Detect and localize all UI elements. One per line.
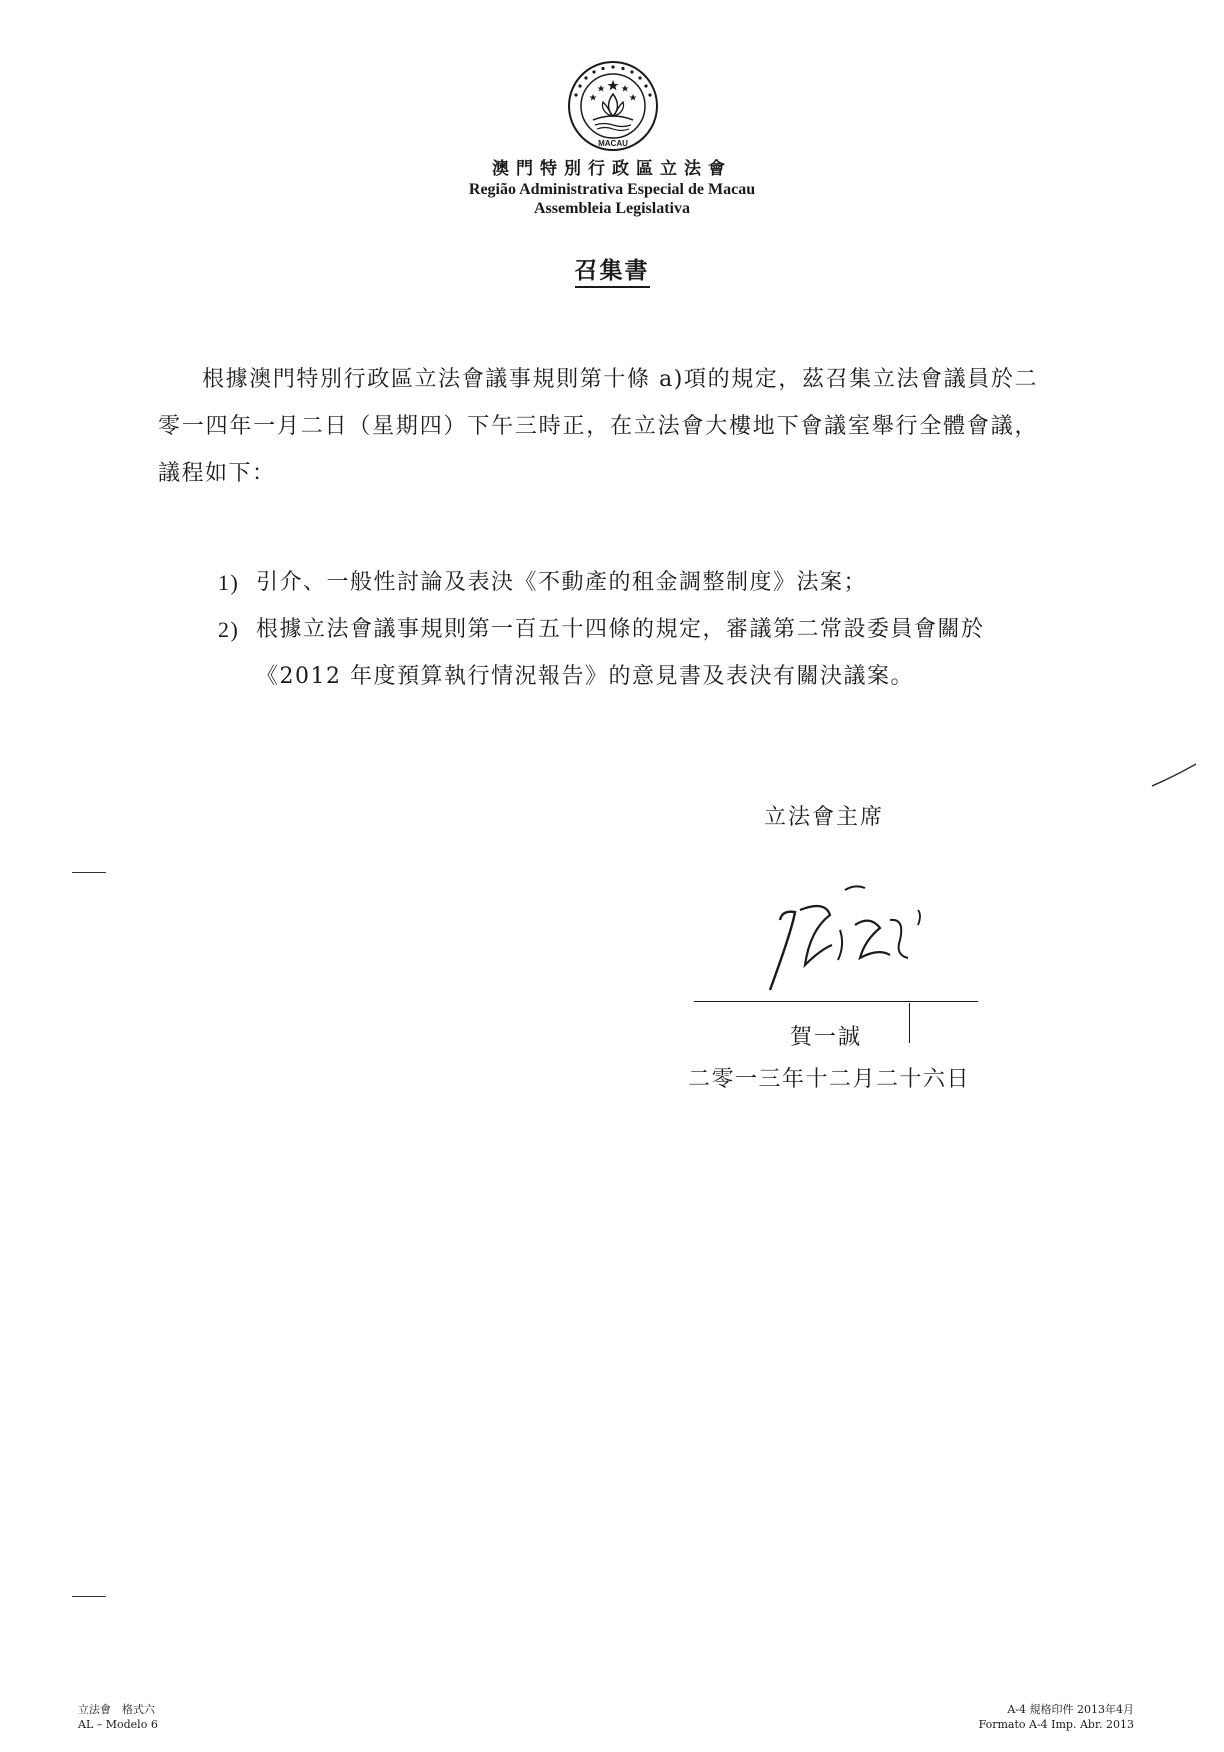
signatory-title: 立法會主席 [764,805,885,830]
signature-line [694,1001,978,1002]
footer-print-info [979,1702,1134,1732]
handwritten-signature-icon [740,870,980,1010]
agenda-item-text: 根據立法會議事規則第一百五十四條的規定，審議第二常設委員會關於《2012 年度預算執行情況報告》的意見書及表決有關決議案。 [256,617,985,689]
agenda-item [218,559,1048,606]
agenda-list [218,559,1048,700]
scan-artifact-icon [1150,760,1200,790]
signature-mark [909,1003,910,1043]
footer-print-pt: Formato A-4 Imp. Abr. 2013 [978,1718,1134,1731]
document-title [0,252,1224,285]
agenda-item [218,606,1048,700]
institution-subname-pt: Assembleia Legislativa [534,200,690,217]
agenda-item-text: 引介、一般性討論及表決《不動產的租金調整制度》法案； [256,570,868,595]
footer-form-pt: AL – Modelo 6 [78,1718,158,1731]
margin-mark [72,872,106,873]
signature-date: 二零一三年十二月二十六日 [688,1067,971,1092]
footer-form-id [78,1702,158,1732]
institution-header [0,158,1224,218]
footer-print-zh: A-4 規格印件 2013年4月 [1007,1703,1134,1716]
footer-form-zh: 立法會 格式六 [78,1703,155,1716]
emblem-label: MACAU [598,139,628,148]
macau-emblem-icon [565,58,661,154]
agenda-item-number: 2) [218,617,240,642]
agenda-item-number: 1) [218,570,240,595]
document-title-text: 召集書 [575,257,650,288]
institution-name-zh: 澳門特別行政區立法會 [492,159,732,179]
margin-mark [72,1596,106,1597]
institution-name-pt: Região Administrativa Especial de Macau [468,181,756,198]
signatory-name: 賀一誠 [790,1025,863,1050]
convocation-paragraph: 根據澳門特別行政區立法會議事規則第十條 a)項的規定，茲召集立法會議員於二零一四年一月二日（星期四）下午三時正，在立法會大樓地下會議室舉行全體會議，議程如下： [158,367,1038,486]
